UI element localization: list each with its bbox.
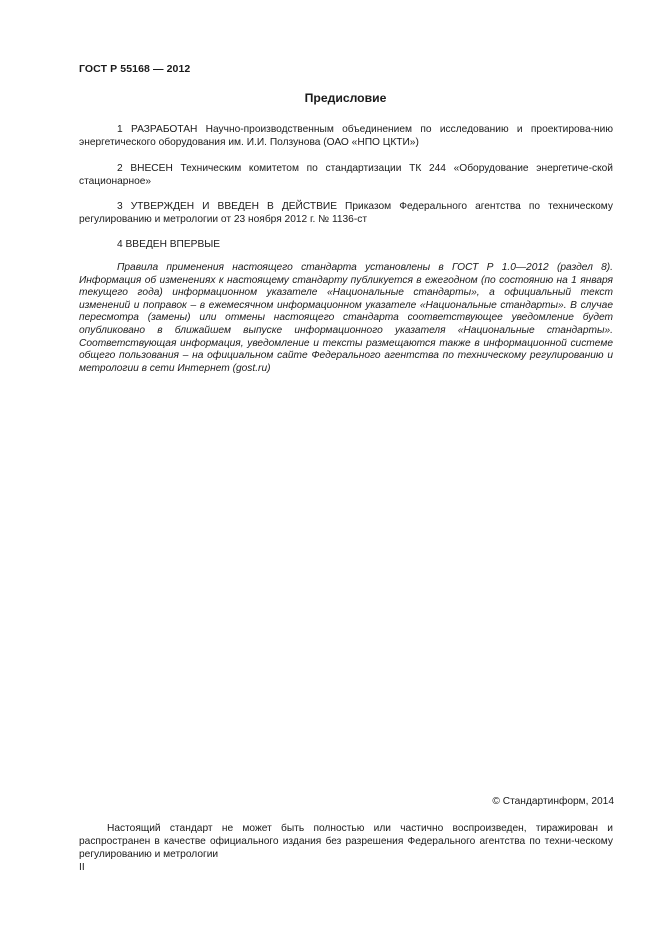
reproduction-notice: Настоящий стандарт не может быть полностью или частично воспроизведен, тиражирован и распространен в качестве официального издания без разрешения Федерального агентства по техни-ческому регулированию и метрологии <box>79 823 613 860</box>
preface-item-introduced: 2 ВНЕСЕН Техническим комитетом по стандартизации ТК 244 «Оборудование энергетиче-ской стационарное» <box>79 163 613 188</box>
standard-code: ГОСТ Р 55168 — 2012 <box>79 63 191 75</box>
page-number: II <box>79 862 85 873</box>
rules-note: Правила применения настоящего стандарта установлены в ГОСТ Р 1.0—2012 (раздел 8). Информация об изменениях к настоящему стандарту публикуется в ежегодном (по состоянию на 1 января текущего года) информационном указателе «Национальные стандарты», а официальный текст изменений и поправок – в ежемесячном информационном указателе «Национальные стандарты». В случае пересмотра (замены) или отмены настоящего стандарта соответствующее уведомление будет опубликовано в ближайшем выпуске информационного указателя «Национальные стандарты». Соответствующая информация, уведомление и тексты размещаются также в информационной системе общего пользования – на официальном сайте Федерального агентства по техническому регулированию и метрологии в сети Интернет (gost.ru) <box>79 262 613 374</box>
preface-item-developed: 1 РАЗРАБОТАН Научно-производственным объединением по исследованию и проектирова-нию энергетического оборудования им. И.И. Ползунова (ОАО «НПО ЦКТИ») <box>79 124 613 149</box>
page-title: Предисловие <box>304 91 387 105</box>
copyright: © Стандартинформ, 2014 <box>492 796 614 807</box>
preface-item-approved: 3 УТВЕРЖДЕН И ВВЕДЕН В ДЕЙСТВИЕ Приказом Федерального агентства по техническому регулированию и метрологии от 23 ноября 2012 г. № 1136-ст <box>79 201 613 226</box>
preface-item-first-introduced: 4 ВВЕДЕН ВПЕРВЫЕ <box>117 239 221 250</box>
